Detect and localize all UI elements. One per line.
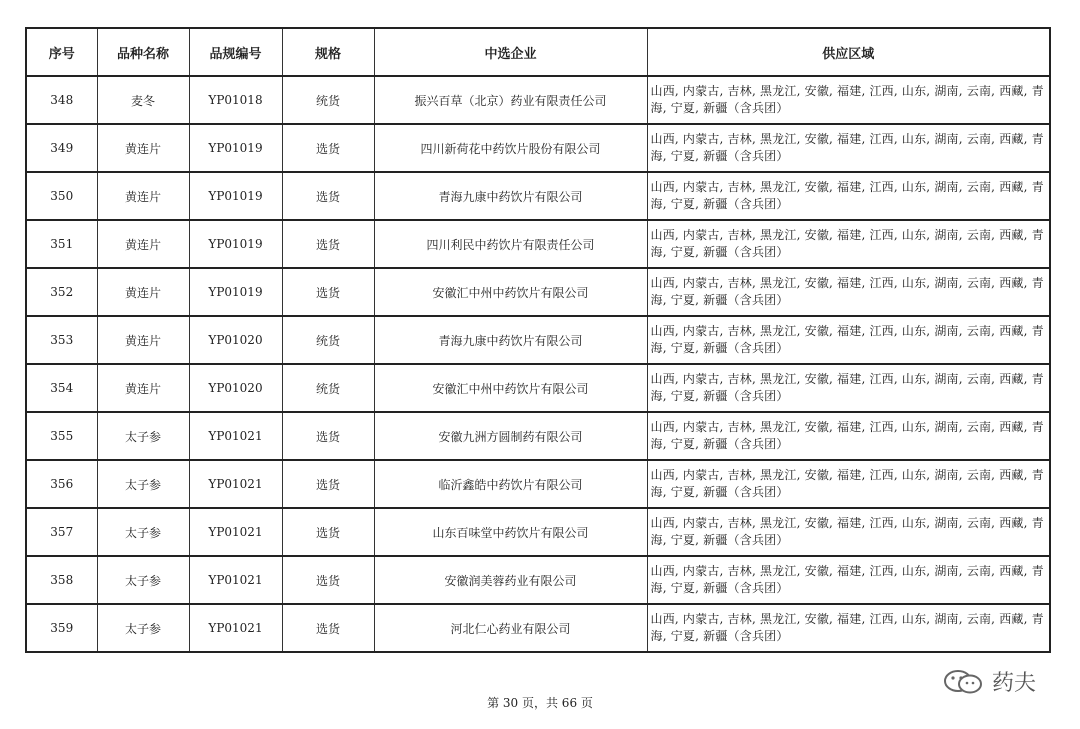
cell-name: 黄连片 — [97, 172, 189, 220]
table-row — [26, 316, 1050, 364]
cell-no: 354 — [26, 364, 97, 412]
cell-code: YP01021 — [189, 412, 282, 460]
header-name: 品种名称 — [97, 28, 189, 76]
cell-company: 山东百味堂中药饮片有限公司 — [374, 508, 647, 556]
cell-company: 青海九康中药饮片有限公司 — [374, 172, 647, 220]
cell-name: 太子参 — [97, 604, 189, 652]
cell-no: 358 — [26, 556, 97, 604]
cell-no: 351 — [26, 220, 97, 268]
cell-spec: 选货 — [282, 508, 374, 556]
procurement-table-container — [25, 27, 1049, 653]
table-row — [26, 268, 1050, 316]
cell-code: YP01021 — [189, 460, 282, 508]
cell-spec: 选货 — [282, 604, 374, 652]
cell-region: 山西, 内蒙古, 吉林, 黑龙江, 安徽, 福建, 江西, 山东, 湖南, 云南, 西藏, 青海, 宁夏, 新疆（含兵团） — [647, 76, 1050, 124]
cell-company: 振兴百草（北京）药业有限责任公司 — [374, 76, 647, 124]
cell-name: 太子参 — [97, 556, 189, 604]
table-row — [26, 76, 1050, 124]
cell-name: 黄连片 — [97, 316, 189, 364]
cell-name: 黄连片 — [97, 220, 189, 268]
cell-region: 山西, 内蒙古, 吉林, 黑龙江, 安徽, 福建, 江西, 山东, 湖南, 云南, 西藏, 青海, 宁夏, 新疆（含兵团） — [647, 556, 1050, 604]
cell-name: 黄连片 — [97, 364, 189, 412]
cell-code: YP01021 — [189, 508, 282, 556]
cell-spec: 统货 — [282, 364, 374, 412]
cell-spec: 统货 — [282, 76, 374, 124]
table-row — [26, 364, 1050, 412]
cell-name: 太子参 — [97, 508, 189, 556]
procurement-table — [25, 27, 1051, 653]
cell-code: YP01018 — [189, 76, 282, 124]
cell-company: 河北仁心药业有限公司 — [374, 604, 647, 652]
cell-no: 355 — [26, 412, 97, 460]
cell-no: 357 — [26, 508, 97, 556]
cell-no: 348 — [26, 76, 97, 124]
cell-code: YP01021 — [189, 556, 282, 604]
cell-no: 359 — [26, 604, 97, 652]
cell-code: YP01019 — [189, 268, 282, 316]
cell-name: 黄连片 — [97, 124, 189, 172]
cell-company: 安徽汇中州中药饮片有限公司 — [374, 268, 647, 316]
cell-spec: 选货 — [282, 556, 374, 604]
wechat-icon — [942, 668, 986, 696]
cell-spec: 选货 — [282, 412, 374, 460]
cell-region: 山西, 内蒙古, 吉林, 黑龙江, 安徽, 福建, 江西, 山东, 湖南, 云南, 西藏, 青海, 宁夏, 新疆（含兵团） — [647, 460, 1050, 508]
cell-spec: 统货 — [282, 316, 374, 364]
table-header-row — [26, 28, 1050, 76]
cell-company: 四川利民中药饮片有限责任公司 — [374, 220, 647, 268]
cell-company: 青海九康中药饮片有限公司 — [374, 316, 647, 364]
cell-code: YP01019 — [189, 172, 282, 220]
cell-name: 太子参 — [97, 412, 189, 460]
cell-spec: 选货 — [282, 268, 374, 316]
cell-name: 麦冬 — [97, 76, 189, 124]
cell-region: 山西, 内蒙古, 吉林, 黑龙江, 安徽, 福建, 江西, 山东, 湖南, 云南, 西藏, 青海, 宁夏, 新疆（含兵团） — [647, 172, 1050, 220]
table-row — [26, 460, 1050, 508]
table-row — [26, 412, 1050, 460]
header-region: 供应区域 — [647, 28, 1050, 76]
header-no: 序号 — [26, 28, 97, 76]
table-row — [26, 604, 1050, 652]
cell-spec: 选货 — [282, 460, 374, 508]
table-row — [26, 556, 1050, 604]
cell-name: 黄连片 — [97, 268, 189, 316]
cell-company: 四川新荷花中药饮片股份有限公司 — [374, 124, 647, 172]
cell-company: 临沂鑫皓中药饮片有限公司 — [374, 460, 647, 508]
table-row — [26, 172, 1050, 220]
cell-code: YP01019 — [189, 220, 282, 268]
cell-company: 安徽九洲方圆制药有限公司 — [374, 412, 647, 460]
cell-no: 352 — [26, 268, 97, 316]
cell-spec: 选货 — [282, 124, 374, 172]
cell-region: 山西, 内蒙古, 吉林, 黑龙江, 安徽, 福建, 江西, 山东, 湖南, 云南, 西藏, 青海, 宁夏, 新疆（含兵团） — [647, 124, 1050, 172]
cell-region: 山西, 内蒙古, 吉林, 黑龙江, 安徽, 福建, 江西, 山东, 湖南, 云南, 西藏, 青海, 宁夏, 新疆（含兵团） — [647, 412, 1050, 460]
cell-region: 山西, 内蒙古, 吉林, 黑龙江, 安徽, 福建, 江西, 山东, 湖南, 云南, 西藏, 青海, 宁夏, 新疆（含兵团） — [647, 220, 1050, 268]
table-row — [26, 508, 1050, 556]
cell-region: 山西, 内蒙古, 吉林, 黑龙江, 安徽, 福建, 江西, 山东, 湖南, 云南, 西藏, 青海, 宁夏, 新疆（含兵团） — [647, 604, 1050, 652]
cell-no: 350 — [26, 172, 97, 220]
header-company: 中选企业 — [374, 28, 647, 76]
cell-no: 356 — [26, 460, 97, 508]
table-row — [26, 124, 1050, 172]
cell-name: 太子参 — [97, 460, 189, 508]
watermark — [942, 666, 1036, 697]
page-footer: 第 30 页，共 66 页 — [487, 696, 593, 710]
cell-region: 山西, 内蒙古, 吉林, 黑龙江, 安徽, 福建, 江西, 山东, 湖南, 云南, 西藏, 青海, 宁夏, 新疆（含兵团） — [647, 508, 1050, 556]
table-row — [26, 220, 1050, 268]
header-spec: 规格 — [282, 28, 374, 76]
cell-region: 山西, 内蒙古, 吉林, 黑龙江, 安徽, 福建, 江西, 山东, 湖南, 云南, 西藏, 青海, 宁夏, 新疆（含兵团） — [647, 268, 1050, 316]
cell-spec: 选货 — [282, 220, 374, 268]
header-code: 品规编号 — [189, 28, 282, 76]
cell-company: 安徽汇中州中药饮片有限公司 — [374, 364, 647, 412]
watermark-text: 药夫 — [992, 671, 1037, 696]
cell-company: 安徽润美蓉药业有限公司 — [374, 556, 647, 604]
cell-code: YP01020 — [189, 364, 282, 412]
cell-region: 山西, 内蒙古, 吉林, 黑龙江, 安徽, 福建, 江西, 山东, 湖南, 云南, 西藏, 青海, 宁夏, 新疆（含兵团） — [647, 316, 1050, 364]
cell-region: 山西, 内蒙古, 吉林, 黑龙江, 安徽, 福建, 江西, 山东, 湖南, 云南, 西藏, 青海, 宁夏, 新疆（含兵团） — [647, 364, 1050, 412]
cell-no: 353 — [26, 316, 97, 364]
cell-spec: 选货 — [282, 172, 374, 220]
cell-code: YP01021 — [189, 604, 282, 652]
cell-no: 349 — [26, 124, 97, 172]
cell-code: YP01020 — [189, 316, 282, 364]
cell-code: YP01019 — [189, 124, 282, 172]
